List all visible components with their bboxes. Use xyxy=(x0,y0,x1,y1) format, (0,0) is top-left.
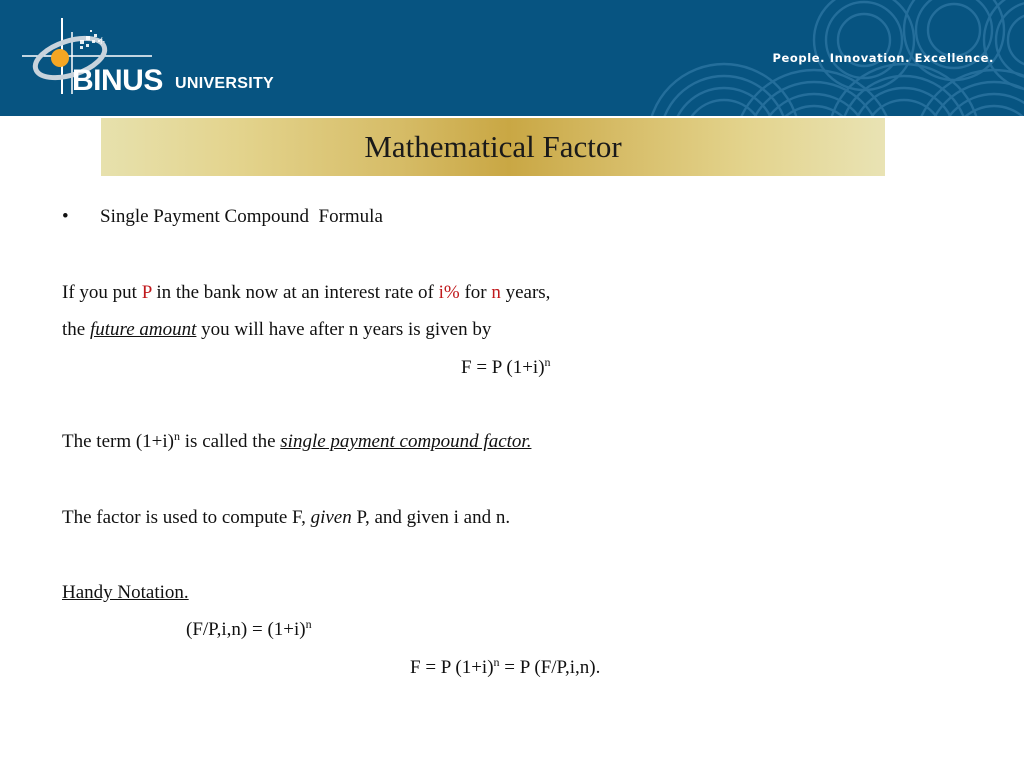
given-term: given xyxy=(310,507,352,528)
logo-binus-text: BINUS xyxy=(72,64,163,97)
compound-factor-term: single payment compound factor. xyxy=(280,431,532,452)
variable-n: n xyxy=(491,282,501,303)
bullet-item xyxy=(62,206,69,228)
formula-main-base: F = P (1+i) xyxy=(461,357,545,378)
handy-notation-heading: Handy Notation. xyxy=(62,582,189,603)
future-text-a: the xyxy=(62,319,90,340)
formula-main-exponent: n xyxy=(544,355,551,369)
factor-text-b: P, and given i and n. xyxy=(351,507,511,528)
intro-text-c: for xyxy=(459,282,492,303)
binus-logo xyxy=(22,14,312,104)
notation-exponent: n xyxy=(305,617,312,631)
future-amount-term: future amount xyxy=(89,319,197,340)
formula-final-text-b: = P (F/P,i,n). xyxy=(499,657,601,678)
formula-final xyxy=(410,657,600,679)
notation-formula xyxy=(186,619,312,641)
future-amount-line xyxy=(62,319,491,341)
term-exponent: n xyxy=(174,429,181,443)
tagline: People. Innovation. Excellence. xyxy=(772,51,994,65)
future-text-b: you will have after n years is given by xyxy=(196,319,492,340)
title-bar xyxy=(101,118,885,176)
term-text-b: is called the xyxy=(180,431,281,452)
header-banner xyxy=(0,0,1024,116)
slide-title: Mathematical Factor xyxy=(364,129,622,164)
term-line xyxy=(62,431,531,453)
bullet-marker: • xyxy=(62,206,69,227)
variable-i: i% xyxy=(438,282,460,303)
factor-usage-line xyxy=(62,507,510,529)
notation-text: (F/P,i,n) = (1+i) xyxy=(186,619,306,640)
logo-university-text: UNIVERSITY xyxy=(175,75,275,92)
bullet-text: Single Payment Compound Formula xyxy=(100,206,383,227)
formula-final-exponent: n xyxy=(493,655,500,669)
variable-p: P xyxy=(141,282,152,303)
intro-text-a: If you put xyxy=(62,282,142,303)
svg-text:f·: f· xyxy=(100,36,106,46)
formula-final-text-a: F = P (1+i) xyxy=(410,657,494,678)
intro-text-d: years, xyxy=(500,282,551,303)
factor-text-a: The factor is used to compute F, xyxy=(62,507,311,528)
intro-text-b: in the bank now at an interest rate of xyxy=(151,282,439,303)
term-text-a: The term (1+i) xyxy=(62,431,175,452)
intro-line xyxy=(62,282,550,304)
formula-main xyxy=(461,357,551,379)
